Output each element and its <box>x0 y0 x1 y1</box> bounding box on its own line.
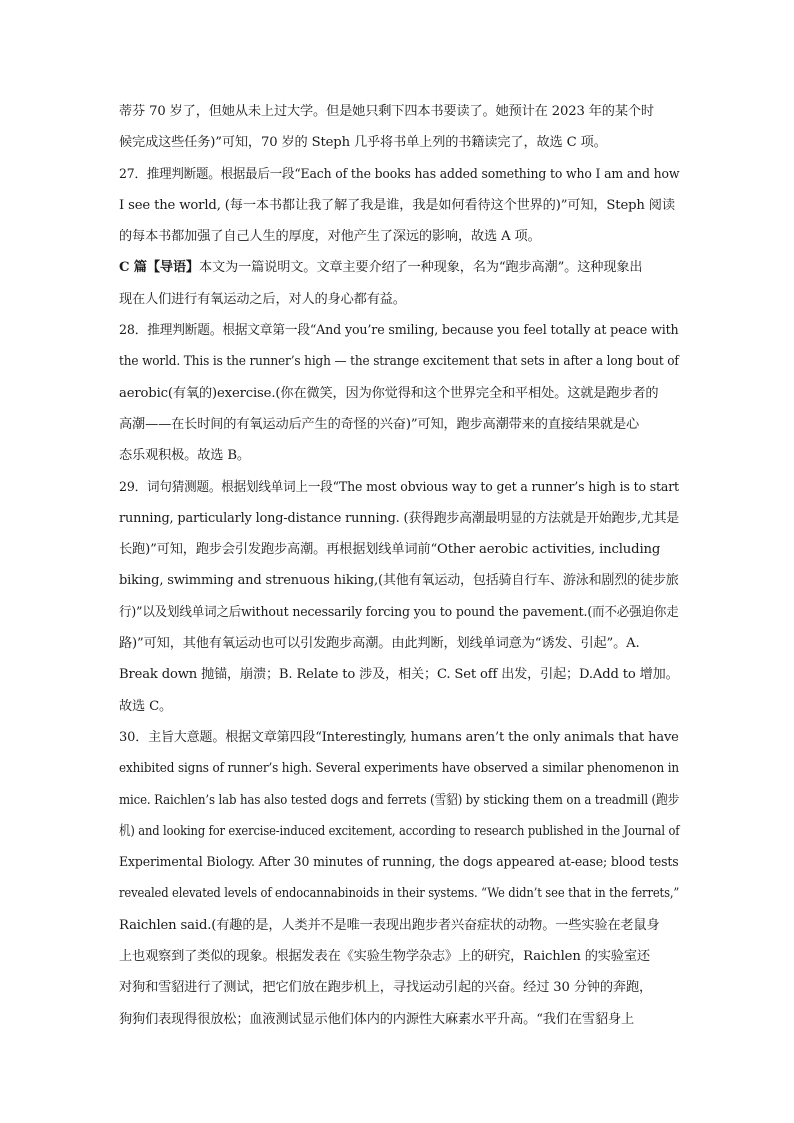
line-text: 30．主旨大意题。根据文章第四段“Interestingly, humans aren’t the only animals that have <box>119 729 679 745</box>
line-text: 狗狗们表现得很放松；血液测试显示他们体内的内源性大麻素水平升高。“我们在雪貂身上 <box>119 1011 635 1027</box>
text-line <box>119 659 679 690</box>
line-text: 29．词句猜测题。根据划线单词上一段“The most obvious way to get a runner’s high is to start <box>119 479 679 495</box>
text-line <box>119 878 680 909</box>
text-line <box>119 190 679 221</box>
line-text: revealed elevated levels of endocannabinoids in their systems. “We didn’t see that in the ferrets,” <box>119 886 680 902</box>
text-line <box>119 753 680 784</box>
line-text: mice. Raichlen’s lab has also tested dogs and ferrets (雪貂) by sticking them on a treadmill (跑步 <box>119 792 680 808</box>
line-text: 候完成这些任务)”可知，70 岁的 Steph 几乎将书单上列的书籍读完了，故选 C 项。 <box>119 135 607 151</box>
line-text: Experimental Biology. After 30 minutes of running, the dogs appeared at-ease; blood tests <box>119 855 679 871</box>
text-line <box>119 722 679 753</box>
text-line <box>119 127 679 158</box>
line-text: 路)”可知，其他有氧运动也可以引发跑步高潮。由此判断，划线单词意为“诱发、引起”。A. <box>119 636 640 652</box>
text-line <box>119 409 679 440</box>
line-text: Raichlen said.(有趣的是，人类并不是唯一表现出跑步者兴奋症状的动物。一些实验在老鼠身 <box>119 917 660 933</box>
line-text: 上也观察到了类似的现象。根据发表在《实验生物学杂志》上的研究，Raichlen 的实验室还 <box>119 949 650 965</box>
line-text: running, particularly long-distance running. (获得跑步高潮最明显的方法就是开始跑步,尤其是 <box>119 510 679 526</box>
line-text: 高潮——在长时间的有氧运动后产生的奇怪的兴奋)”可知，跑步高潮带来的直接结果就是心 <box>119 416 640 432</box>
text-line <box>119 503 679 534</box>
text-line <box>119 315 679 346</box>
text-line <box>119 941 679 972</box>
text-line <box>119 284 679 315</box>
text-line <box>119 565 679 596</box>
answer-explanation-text <box>119 96 679 1035</box>
line-text: biking, swimming and strenuous hiking,(其他有氧运动，包括骑自行车、游泳和剧烈的徒步旅 <box>119 573 679 589</box>
line-text: 机) and looking for exercise-induced excitement, according to research published in the Journal of <box>119 823 680 839</box>
line-text: 蒂芬 70 岁了，但她从未上过大学。但是她只剩下四本书要读了。她预计在 2023 年的某个时 <box>119 104 654 119</box>
text-line <box>119 691 679 722</box>
line-text: 本文为一篇说明文。文章主要介绍了一种现象，名为“跑步高潮”。这种现象出 <box>198 260 643 276</box>
text-line <box>119 972 679 1003</box>
text-line <box>119 910 679 941</box>
text-line <box>119 96 679 127</box>
line-text: aerobic(有氧的)exercise.(你在微笑，因为你觉得和这个世界完全和平相处。这就是跑步者的 <box>119 385 659 401</box>
text-line <box>119 252 679 283</box>
text-line <box>119 816 680 847</box>
line-text: 28．推理判断题。根据文章第一段“And you’re smiling, because you feel totally at peace with <box>119 323 679 339</box>
text-line <box>119 346 679 377</box>
line-text: 对狗和雪貂进行了测试，把它们放在跑步机上，寻找运动引起的兴奋。经过 30 分钟的奔跑， <box>119 980 653 996</box>
text-line <box>119 1004 679 1035</box>
text-line <box>119 440 679 471</box>
line-text: 的每本书都加强了自己人生的厚度，对他产生了深远的影响，故选 A 项。 <box>119 229 541 245</box>
line-text: exhibited signs of runner’s high. Several experiments have observed a similar phenomenon in <box>119 761 680 777</box>
section-heading: C 篇【导语】 <box>119 260 199 276</box>
text-line <box>119 534 679 565</box>
line-text: 态乐观积极。故选 B。 <box>119 448 250 464</box>
line-text: 行)”以及划线单词之后without necessarily forcing you to pound the pavement.(而不必强迫你走 <box>119 604 679 620</box>
text-line <box>119 221 679 252</box>
line-text: 故选 C。 <box>119 698 173 714</box>
text-line <box>119 597 679 628</box>
text-line <box>119 847 679 878</box>
line-text: 现在人们进行有氧运动之后，对人的身心都有益。 <box>119 291 406 307</box>
text-line <box>119 472 679 503</box>
text-line <box>119 159 680 190</box>
text-line <box>119 378 679 409</box>
text-line <box>119 628 679 659</box>
line-text: 27．推理判断题。根据最后一段“Each of the books has added something to who I am and how <box>119 166 680 182</box>
text-line <box>119 785 680 816</box>
line-text: Break down 抛锚，崩溃；B. Relate to 涉及，相关；C. Set off 出发，引起；D.Add to 增加。 <box>119 667 679 683</box>
line-text: the world. This is the runner’s high — the strange excitement that sets in after a long bout of <box>119 354 679 370</box>
line-text: 长跑)”可知，跑步会引发跑步高潮。再根据划线单词前“Other aerobic activities, including <box>119 542 661 558</box>
line-text: I see the world, (每一本书都让我了解了我是谁，我是如何看待这个世界的)”可知，Steph 阅读 <box>119 197 675 213</box>
